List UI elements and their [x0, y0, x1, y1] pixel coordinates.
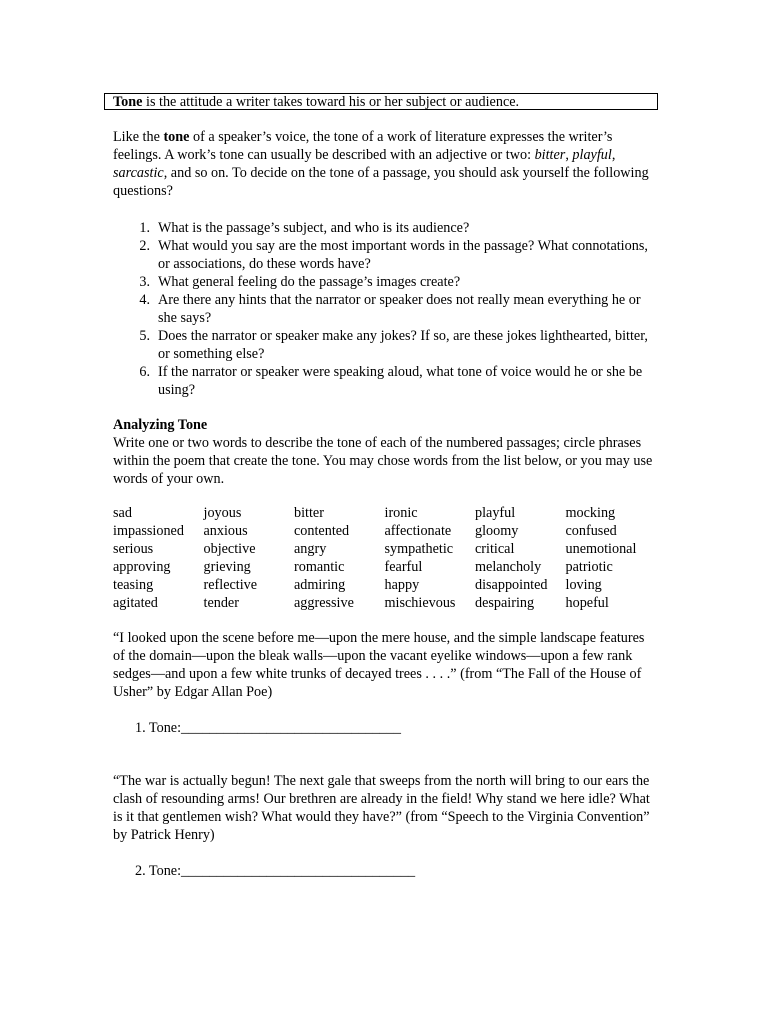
tone-word: fearful — [384, 559, 423, 575]
list-item — [113, 363, 653, 399]
tone-word: contented — [294, 523, 350, 539]
intro-text-1: Like the — [113, 129, 164, 145]
section-heading: Analyzing Tone — [113, 417, 208, 433]
example-bitter: bitter — [534, 147, 566, 163]
tone-definition-box — [104, 93, 658, 110]
tone-word: objective — [203, 541, 256, 557]
question-number: 1. — [139, 220, 150, 236]
list-item — [113, 273, 653, 291]
question-number: 3. — [139, 274, 150, 290]
intro-paragraph — [113, 128, 653, 200]
tone-word: serious — [113, 541, 154, 557]
example-playful: playful — [572, 147, 612, 163]
tone-word: sympathetic — [384, 541, 454, 557]
tone-word: approving — [113, 559, 171, 575]
question-text: What would you say are the most important words in the passage? What connotations, or associations, do these words have? — [158, 238, 648, 272]
tone-word: grieving — [203, 559, 251, 575]
question-number: 5. — [139, 328, 150, 344]
tone-word: anxious — [203, 523, 248, 539]
tone-word: agitated — [113, 595, 158, 611]
intro-sep-2: , — [611, 147, 616, 163]
tone-word: happy — [384, 577, 420, 593]
section-instructions: Write one or two words to describe the tone of each of the numbered passages; circle phrases within the poem that create the tone. You may chose words from the list below, or you may use words of your own. — [113, 435, 653, 487]
tone-word: unemotional — [565, 541, 637, 557]
tone-word-list — [113, 504, 673, 612]
question-number: 4. — [139, 292, 150, 308]
word-row — [113, 576, 673, 594]
passage-2-text: “The war is actually begun! The next gale that sweeps from the north will bring to our ears the clash of resounding arms! Our brethren are already in the field! Why stand we here idle? What is it that gentlemen wish? What would they have?” (from “Speech to the Virginia Convention” by Patrick Henry) — [113, 773, 650, 843]
tone-word: aggressive — [294, 595, 354, 611]
tone-word: affectionate — [384, 523, 452, 539]
tone-word: confused — [565, 523, 617, 539]
question-text: What general feeling do the passage’s images create? — [158, 274, 461, 290]
example-sarcastic: sarcastic — [113, 165, 164, 181]
intro-text-3: , and so on. To decide on the tone of a passage, you should ask yourself the following questions? — [113, 165, 649, 199]
passage-1-tone-blank: 1. Tone:_______________________________ — [135, 720, 401, 736]
tone-word: impassioned — [113, 523, 184, 539]
list-item — [113, 237, 653, 273]
tone-word: patriotic — [565, 559, 613, 575]
question-list — [113, 219, 653, 399]
question-text: Does the narrator or speaker make any jokes? If so, are these jokes lighthearted, bitter, or something else? — [158, 328, 648, 362]
question-text: What is the passage’s subject, and who is its audience? — [158, 220, 470, 236]
tone-word: angry — [294, 541, 327, 557]
tone-word: bitter — [294, 505, 324, 521]
list-item — [113, 291, 653, 327]
question-number: 6. — [139, 364, 150, 380]
tone-word: joyous — [203, 505, 242, 521]
word-row — [113, 540, 673, 558]
tone-word: loving — [565, 577, 602, 593]
tone-word: disappointed — [475, 577, 548, 593]
word-row — [113, 594, 673, 612]
word-row — [113, 522, 673, 540]
list-item — [113, 219, 653, 237]
question-number: 2. — [139, 238, 150, 254]
definition-term: Tone — [113, 94, 143, 110]
intro-text-2: of a speaker’s voice, the tone of a work of literature expresses the writer’s feelings. A work’s tone can usually be described with an adjective or two: — [113, 129, 613, 163]
tone-word: mocking — [565, 505, 616, 521]
question-text: Are there any hints that the narrator or speaker does not really mean everything he or she says? — [158, 292, 641, 326]
tone-word: admiring — [294, 577, 346, 593]
tone-word: playful — [475, 505, 516, 521]
passage-2-tone-blank: 2. Tone:_________________________________ — [135, 863, 416, 879]
tone-word: ironic — [384, 505, 418, 521]
tone-word: reflective — [203, 577, 258, 593]
tone-word: romantic — [294, 559, 345, 575]
tone-word: tender — [203, 595, 239, 611]
tone-word: mischievous — [384, 595, 456, 611]
passage-1-text: “I looked upon the scene before me—upon the mere house, and the simple landscape features of the domain—upon the bleak walls—upon the vacant eyelike windows—upon a few rank sedges—and upon a few white trunks of decayed trees . . . .” (from “The Fall of the House of Usher” by Edgar Allan Poe) — [113, 630, 645, 700]
intro-term: tone — [163, 129, 190, 145]
tone-word: melancholy — [475, 559, 542, 575]
tone-word: despairing — [475, 595, 535, 611]
analyzing-tone-section — [113, 416, 653, 488]
intro-sep-1: , — [565, 147, 573, 163]
word-row — [113, 504, 673, 522]
tone-word: critical — [475, 541, 515, 557]
word-row — [113, 558, 673, 576]
definition-text: is the attitude a writer takes toward his or her subject or audience. — [142, 94, 520, 110]
tone-word: sad — [113, 505, 132, 521]
tone-word: hopeful — [565, 595, 609, 611]
question-text: If the narrator or speaker were speaking aloud, what tone of voice would he or she be using? — [158, 364, 643, 398]
list-item — [113, 327, 653, 363]
tone-word: teasing — [113, 577, 154, 593]
tone-word: gloomy — [475, 523, 519, 539]
